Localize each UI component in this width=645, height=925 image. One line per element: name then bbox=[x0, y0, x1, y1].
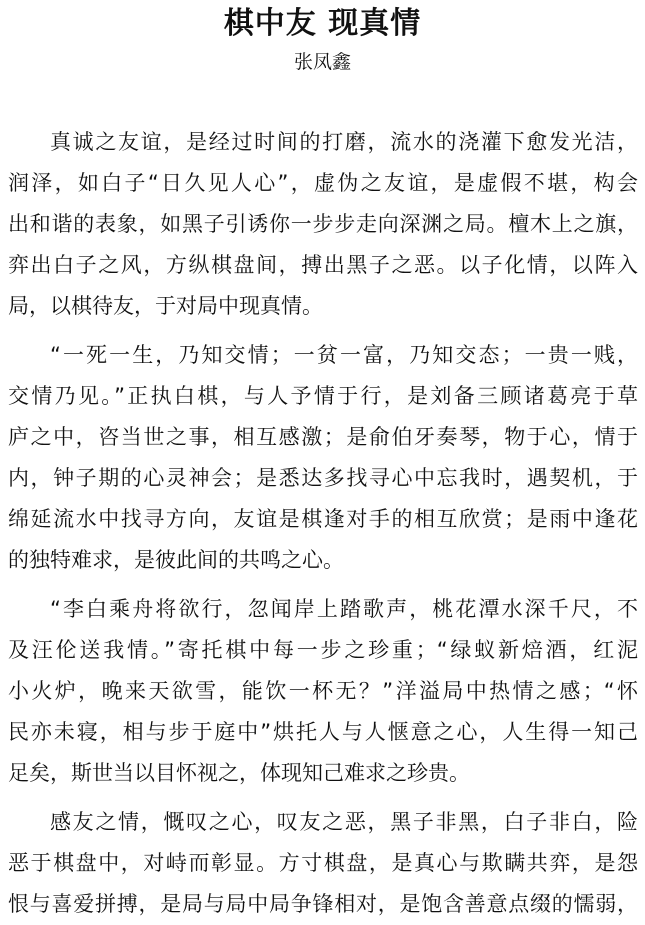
text-line: “一死一生，乃知交情；一贫一富，乃知交态；一贵一贱， bbox=[50, 343, 638, 367]
paragraph-gap bbox=[8, 581, 638, 589]
article-author: 张凤鑫 bbox=[293, 51, 351, 73]
paragraph bbox=[8, 589, 638, 794]
text-line: 及汪伦送我情。”寄托棋中每一步之珍重；“绿蚁新焙酒，红泥 bbox=[8, 638, 638, 662]
article-body bbox=[8, 122, 638, 925]
text-line: 感友之情，慨叹之心，叹友之恶，黑子非黑，白子非白，险 bbox=[50, 810, 638, 834]
paragraph-gap bbox=[8, 327, 638, 335]
text-line: “李白乘舟将欲行，忽闻岸上踏歌声，桃花潭水深千尺，不 bbox=[50, 597, 638, 621]
text-line: 民亦未寝，相与步于庭中”烘托人与人惬意之心，人生得一知己 bbox=[8, 720, 638, 744]
paragraph bbox=[8, 335, 638, 581]
text-line: 小火炉，晚来天欲雪，能饮一杯无？”洋溢局中热情之感；“怀 bbox=[8, 679, 638, 703]
text-line: 交情乃见。”正执白棋，与人予情于行，是刘备三顾诸葛亮于草 bbox=[8, 384, 638, 408]
paragraph bbox=[8, 802, 638, 925]
text-line: 局，以棋待友，于对局中现真情。 bbox=[8, 294, 323, 318]
paragraph-gap bbox=[8, 794, 638, 802]
text-line: 庐之中，咨当世之事，相互感激；是俞伯牙奏琴，物于心，情于 bbox=[8, 425, 638, 449]
text-line: 内，钟子期的心灵神会；是悉达多找寻心中忘我时，遇契机，于 bbox=[8, 466, 638, 490]
text-line: 足矣，斯世当以目怀视之，体现知己难求之珍贵。 bbox=[8, 761, 470, 785]
text-line: 恨与喜爱拼搏，是局与局中局争锋相对，是饱含善意点缀的懦弱， bbox=[8, 892, 638, 916]
text-line: 的独特难求，是彼此间的共鸣之心。 bbox=[8, 548, 344, 572]
article-title: 棋中友 现真情 bbox=[223, 6, 422, 41]
text-line: 恶于棋盘中，对峙而彰显。方寸棋盘，是真心与欺瞒共弈，是怨 bbox=[8, 851, 638, 875]
text-line: 润泽，如白子“日久见人心”，虚伪之友谊，是虚假不堪，构会 bbox=[8, 171, 638, 195]
paragraph bbox=[8, 122, 638, 327]
text-line: 绵延流水中找寻方向，友谊是棋逢对手的相互欣赏；是雨中逢花 bbox=[8, 507, 638, 531]
text-line: 弈出白子之风，方纵棋盘间，搏出黑子之恶。以子化情，以阵入 bbox=[8, 253, 638, 277]
text-line: 出和谐的表象，如黑子引诱你一步步走向深渊之局。檀木上之旗， bbox=[8, 212, 638, 236]
text-line: 真诚之友谊，是经过时间的打磨，流水的浇灌下愈发光洁， bbox=[50, 130, 638, 154]
